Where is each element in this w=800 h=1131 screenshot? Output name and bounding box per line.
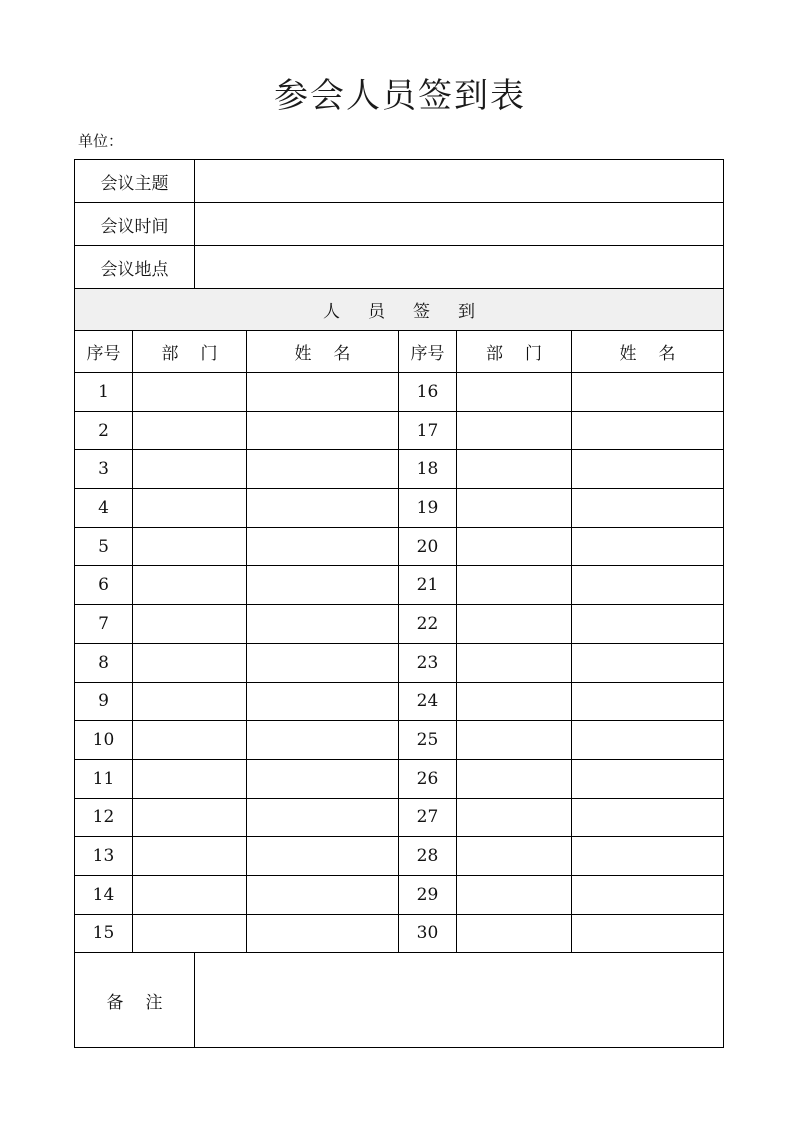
- name-cell-left[interactable]: [247, 721, 399, 760]
- row-number-left: 10: [75, 721, 133, 760]
- name-cell-left[interactable]: [247, 682, 399, 721]
- dept-cell-left[interactable]: [133, 489, 247, 528]
- table-row: [75, 643, 724, 682]
- row-number-right: 19: [399, 489, 457, 528]
- dept-cell-right[interactable]: [457, 682, 572, 721]
- table-row: [75, 914, 724, 953]
- table-row: [75, 527, 724, 566]
- row-number-right: 24: [399, 682, 457, 721]
- name-cell-left[interactable]: [247, 914, 399, 953]
- table-row: [75, 759, 724, 798]
- row-number-left: 12: [75, 798, 133, 837]
- row-number-right: 25: [399, 721, 457, 760]
- name-cell-left[interactable]: [247, 875, 399, 914]
- row-number-right: 30: [399, 914, 457, 953]
- table-row: [75, 875, 724, 914]
- info-row-place: [75, 246, 724, 289]
- name-cell-right[interactable]: [572, 643, 724, 682]
- dept-cell-right[interactable]: [457, 527, 572, 566]
- column-header-row: [75, 331, 724, 373]
- name-cell-left[interactable]: [247, 527, 399, 566]
- dept-cell-right[interactable]: [457, 450, 572, 489]
- name-cell-left[interactable]: [247, 566, 399, 605]
- page-title: 参会人员签到表: [274, 76, 526, 116]
- row-number-left: 14: [75, 875, 133, 914]
- name-cell-right[interactable]: [572, 798, 724, 837]
- name-cell-right[interactable]: [572, 489, 724, 528]
- table-row: [75, 837, 724, 876]
- dept-cell-left[interactable]: [133, 450, 247, 489]
- info-row-topic: [75, 160, 724, 203]
- row-number-right: 23: [399, 643, 457, 682]
- row-number-right: 18: [399, 450, 457, 489]
- row-number-right: 16: [399, 373, 457, 412]
- row-number-right: 29: [399, 875, 457, 914]
- dept-cell-right[interactable]: [457, 875, 572, 914]
- col-header-name-right: 姓名: [572, 331, 724, 373]
- info-label-time: 会议时间: [75, 203, 195, 246]
- table-row: [75, 411, 724, 450]
- remarks-field[interactable]: [195, 953, 724, 1048]
- col-header-no-right: 序号: [399, 331, 457, 373]
- dept-cell-right[interactable]: [457, 798, 572, 837]
- info-row-time: [75, 203, 724, 246]
- table-row: [75, 798, 724, 837]
- remarks-label: 备注: [75, 953, 195, 1048]
- table-row: [75, 450, 724, 489]
- dept-cell-left[interactable]: [133, 798, 247, 837]
- dept-cell-left[interactable]: [133, 527, 247, 566]
- info-field-time[interactable]: [195, 203, 724, 246]
- col-header-name-left: 姓名: [247, 331, 399, 373]
- dept-cell-left[interactable]: [133, 875, 247, 914]
- table-row: [75, 566, 724, 605]
- name-cell-left[interactable]: [247, 837, 399, 876]
- row-number-left: 6: [75, 566, 133, 605]
- row-number-left: 11: [75, 759, 133, 798]
- dept-cell-right[interactable]: [457, 837, 572, 876]
- table-row: [75, 682, 724, 721]
- name-cell-right[interactable]: [572, 875, 724, 914]
- info-field-topic[interactable]: [195, 160, 724, 203]
- name-cell-left[interactable]: [247, 489, 399, 528]
- table-row: [75, 605, 724, 644]
- col-header-no-left: 序号: [75, 331, 133, 373]
- row-number-right: 17: [399, 411, 457, 450]
- dept-cell-right[interactable]: [457, 605, 572, 644]
- name-cell-right[interactable]: [572, 837, 724, 876]
- section-heading: 人员签到: [75, 289, 724, 331]
- dept-cell-left[interactable]: [133, 373, 247, 412]
- row-number-left: 3: [75, 450, 133, 489]
- name-cell-right[interactable]: [572, 605, 724, 644]
- info-label-place: 会议地点: [75, 246, 195, 289]
- row-number-left: 2: [75, 411, 133, 450]
- name-cell-right[interactable]: [572, 914, 724, 953]
- dept-cell-right[interactable]: [457, 566, 572, 605]
- name-cell-right[interactable]: [572, 721, 724, 760]
- row-number-right: 21: [399, 566, 457, 605]
- row-number-left: 1: [75, 373, 133, 412]
- dept-cell-left[interactable]: [133, 605, 247, 644]
- row-number-left: 5: [75, 527, 133, 566]
- row-number-left: 13: [75, 837, 133, 876]
- name-cell-right[interactable]: [572, 373, 724, 412]
- dept-cell-right[interactable]: [457, 759, 572, 798]
- name-cell-right[interactable]: [572, 411, 724, 450]
- row-number-left: 8: [75, 643, 133, 682]
- row-number-left: 4: [75, 489, 133, 528]
- remarks-row: [75, 953, 724, 1048]
- dept-cell-left[interactable]: [133, 914, 247, 953]
- row-number-left: 15: [75, 914, 133, 953]
- section-heading-row: [75, 289, 724, 331]
- name-cell-left[interactable]: [247, 643, 399, 682]
- dept-cell-left[interactable]: [133, 682, 247, 721]
- dept-cell-right[interactable]: [457, 914, 572, 953]
- dept-cell-left[interactable]: [133, 759, 247, 798]
- row-number-left: 9: [75, 682, 133, 721]
- name-cell-right[interactable]: [572, 759, 724, 798]
- name-cell-right[interactable]: [572, 450, 724, 489]
- name-cell-left[interactable]: [247, 759, 399, 798]
- dept-cell-left[interactable]: [133, 643, 247, 682]
- name-cell-left[interactable]: [247, 373, 399, 412]
- name-cell-left[interactable]: [247, 450, 399, 489]
- dept-cell-right[interactable]: [457, 489, 572, 528]
- sign-in-table: [74, 159, 724, 1048]
- row-number-right: 20: [399, 527, 457, 566]
- dept-cell-left[interactable]: [133, 566, 247, 605]
- name-cell-right[interactable]: [572, 682, 724, 721]
- row-number-left: 7: [75, 605, 133, 644]
- dept-cell-right[interactable]: [457, 411, 572, 450]
- row-number-right: 27: [399, 798, 457, 837]
- table-row: [75, 721, 724, 760]
- dept-cell-right[interactable]: [457, 373, 572, 412]
- dept-cell-left[interactable]: [133, 721, 247, 760]
- dept-cell-right[interactable]: [457, 643, 572, 682]
- name-cell-left[interactable]: [247, 798, 399, 837]
- col-header-dept-right: 部门: [457, 331, 572, 373]
- row-number-right: 22: [399, 605, 457, 644]
- dept-cell-left[interactable]: [133, 837, 247, 876]
- info-label-topic: 会议主题: [75, 160, 195, 203]
- name-cell-right[interactable]: [572, 527, 724, 566]
- dept-cell-left[interactable]: [133, 411, 247, 450]
- row-number-right: 28: [399, 837, 457, 876]
- table-row: [75, 489, 724, 528]
- dept-cell-right[interactable]: [457, 721, 572, 760]
- row-number-right: 26: [399, 759, 457, 798]
- info-field-place[interactable]: [195, 246, 724, 289]
- table-row: [75, 373, 724, 412]
- unit-label: 单位：: [78, 132, 124, 150]
- col-header-dept-left: 部门: [133, 331, 247, 373]
- name-cell-left[interactable]: [247, 605, 399, 644]
- name-cell-left[interactable]: [247, 411, 399, 450]
- name-cell-right[interactable]: [572, 566, 724, 605]
